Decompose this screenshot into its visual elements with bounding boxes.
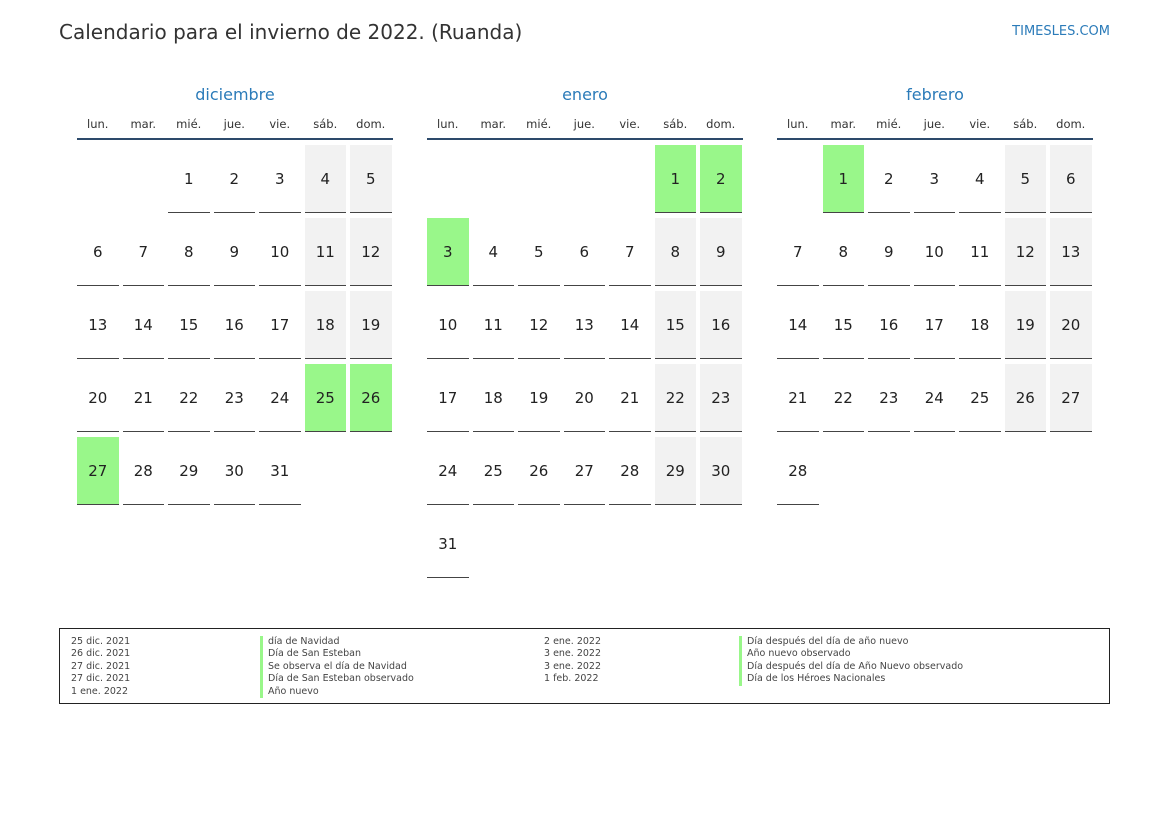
day-cell: 9 [214,218,256,286]
weekday-label: vie. [269,117,291,131]
legend-date: 25 dic. 2021 [71,636,131,647]
weekday-label: vie. [969,117,991,131]
holiday-day-cell: 25 [305,364,347,432]
day-cell: 19 [1005,291,1047,359]
weekday-label: lun. [437,117,459,131]
day-cell: 13 [1050,218,1092,286]
holiday-day-cell: 27 [77,437,119,505]
day-cell: 24 [259,364,301,432]
day-cell: 22 [823,364,865,432]
day-cell: 15 [168,291,210,359]
day-cell: 28 [123,437,165,505]
day-cell: 9 [700,218,742,286]
legend-date: 2 ene. 2022 [544,636,601,647]
day-cell: 5 [350,145,392,213]
day-cell: 18 [305,291,347,359]
day-cell: 22 [655,364,697,432]
day-cell: 12 [350,218,392,286]
legend-holiday-name: día de Navidad [260,636,414,648]
day-cell: 19 [350,291,392,359]
legend-date: 1 ene. 2022 [71,685,128,697]
day-grid [77,145,393,505]
day-cell: 27 [1050,364,1092,432]
day-cell: 10 [427,291,469,359]
day-cell: 21 [123,364,165,432]
day-cell: 14 [609,291,651,359]
day-cell: 24 [427,437,469,505]
day-cell: 6 [77,218,119,286]
weekday-label: jue. [573,117,595,131]
day-cell: 27 [564,437,606,505]
weekday-label: vie. [619,117,641,131]
day-cell: 29 [168,437,210,505]
day-cell: 24 [914,364,956,432]
day-cell: 12 [1005,218,1047,286]
legend-holiday-name: Año nuevo observado [739,648,963,660]
day-cell: 17 [914,291,956,359]
day-cell: 5 [1005,145,1047,213]
day-cell: 11 [305,218,347,286]
day-cell: 11 [959,218,1001,286]
weekday-header [77,114,393,140]
day-cell: 11 [473,291,515,359]
day-cell: 26 [518,437,560,505]
weekday-label: mar. [830,117,857,131]
legend-date: 3 ene. 2022 [544,648,601,660]
day-cell: 15 [655,291,697,359]
site-link[interactable]: TIMESLES.COM [1012,24,1110,39]
weekday-label: jue. [223,117,245,131]
day-cell: 20 [1050,291,1092,359]
day-cell: 3 [259,145,301,213]
day-cell: 23 [700,364,742,432]
legend-date: 27 dic. 2021 [71,673,131,685]
day-cell: 10 [259,218,301,286]
legend-date: 3 ene. 2022 [544,660,601,672]
day-cell: 19 [518,364,560,432]
day-cell: 1 [168,145,210,213]
page-title: Calendario para el invierno de 2022. (Ruanda) [59,20,523,44]
day-cell: 16 [214,291,256,359]
holiday-day-cell: 1 [655,145,697,213]
holiday-day-cell: 1 [823,145,865,213]
holiday-legend [59,628,1110,704]
weekday-label: jue. [923,117,945,131]
day-cell: 28 [609,437,651,505]
day-cell: 14 [123,291,165,359]
weekday-label: mié. [526,117,552,131]
day-cell: 9 [868,218,910,286]
month-febrero [777,84,1093,505]
day-cell: 12 [518,291,560,359]
empty-cell [77,145,119,212]
day-cell: 30 [214,437,256,505]
day-cell: 20 [77,364,119,432]
day-cell: 8 [168,218,210,286]
day-cell: 21 [777,364,819,432]
empty-cell [427,145,469,212]
weekday-label: dom. [1056,117,1086,131]
legend-holiday-name: Día de los Héroes Nacionales [739,673,963,685]
weekday-label: mar. [480,117,507,131]
day-cell: 23 [214,364,256,432]
day-cell: 2 [214,145,256,213]
day-cell: 14 [777,291,819,359]
day-cell: 16 [700,291,742,359]
weekday-header [427,114,743,140]
day-cell: 4 [473,218,515,286]
weekday-label: sáb. [663,117,688,131]
weekday-label: mié. [876,117,902,131]
day-cell: 13 [77,291,119,359]
day-cell: 22 [168,364,210,432]
legend-holiday-name: Día de San Esteban observado [260,673,414,685]
day-grid [427,145,743,578]
day-cell: 16 [868,291,910,359]
day-cell: 2 [868,145,910,213]
day-cell: 6 [564,218,606,286]
day-cell: 28 [777,437,819,505]
day-cell: 4 [305,145,347,213]
day-cell: 31 [427,510,469,578]
legend-date: 26 dic. 2021 [71,648,131,660]
day-cell: 25 [959,364,1001,432]
empty-cell [473,145,515,212]
month-diciembre [77,84,393,505]
legend-holiday-name: Se observa el día de Navidad [260,661,414,673]
weekday-label: sáb. [1013,117,1038,131]
empty-cell [564,145,606,212]
weekday-label: dom. [356,117,386,131]
holiday-day-cell: 26 [350,364,392,432]
day-cell: 3 [914,145,956,213]
weekday-label: sáb. [313,117,338,131]
day-cell: 7 [609,218,651,286]
day-cell: 8 [655,218,697,286]
day-cell: 6 [1050,145,1092,213]
day-cell: 7 [123,218,165,286]
month-title: enero [562,85,608,104]
day-cell: 15 [823,291,865,359]
day-grid [777,145,1093,505]
weekday-label: dom. [706,117,736,131]
legend-date: 1 feb. 2022 [544,673,599,685]
empty-cell [518,145,560,212]
day-cell: 29 [655,437,697,505]
day-cell: 21 [609,364,651,432]
empty-cell [123,145,165,212]
day-cell: 31 [259,437,301,505]
empty-cell [777,145,819,212]
weekday-label: mié. [176,117,202,131]
weekday-label: mar. [130,117,157,131]
day-cell: 17 [427,364,469,432]
holiday-day-cell: 3 [427,218,469,286]
day-cell: 30 [700,437,742,505]
month-enero [427,84,743,578]
legend-date: 27 dic. 2021 [71,660,131,672]
month-title: febrero [906,85,964,104]
weekday-header [777,114,1093,140]
day-cell: 20 [564,364,606,432]
day-cell: 13 [564,291,606,359]
day-cell: 26 [1005,364,1047,432]
month-title: diciembre [195,85,275,104]
day-cell: 18 [959,291,1001,359]
day-cell: 10 [914,218,956,286]
day-cell: 8 [823,218,865,286]
holiday-day-cell: 2 [700,145,742,213]
day-cell: 17 [259,291,301,359]
legend-holiday-name: Año nuevo [260,686,414,698]
day-cell: 4 [959,145,1001,213]
day-cell: 23 [868,364,910,432]
legend-holiday-name: Día después del día de año nuevo [739,636,963,648]
empty-cell [609,145,651,212]
weekday-label: lun. [87,117,109,131]
legend-holiday-name: Día después del día de Año Nuevo observado [739,661,963,673]
day-cell: 18 [473,364,515,432]
day-cell: 25 [473,437,515,505]
day-cell: 7 [777,218,819,286]
legend-holiday-name: Día de San Esteban [260,648,414,660]
day-cell: 5 [518,218,560,286]
weekday-label: lun. [787,117,809,131]
